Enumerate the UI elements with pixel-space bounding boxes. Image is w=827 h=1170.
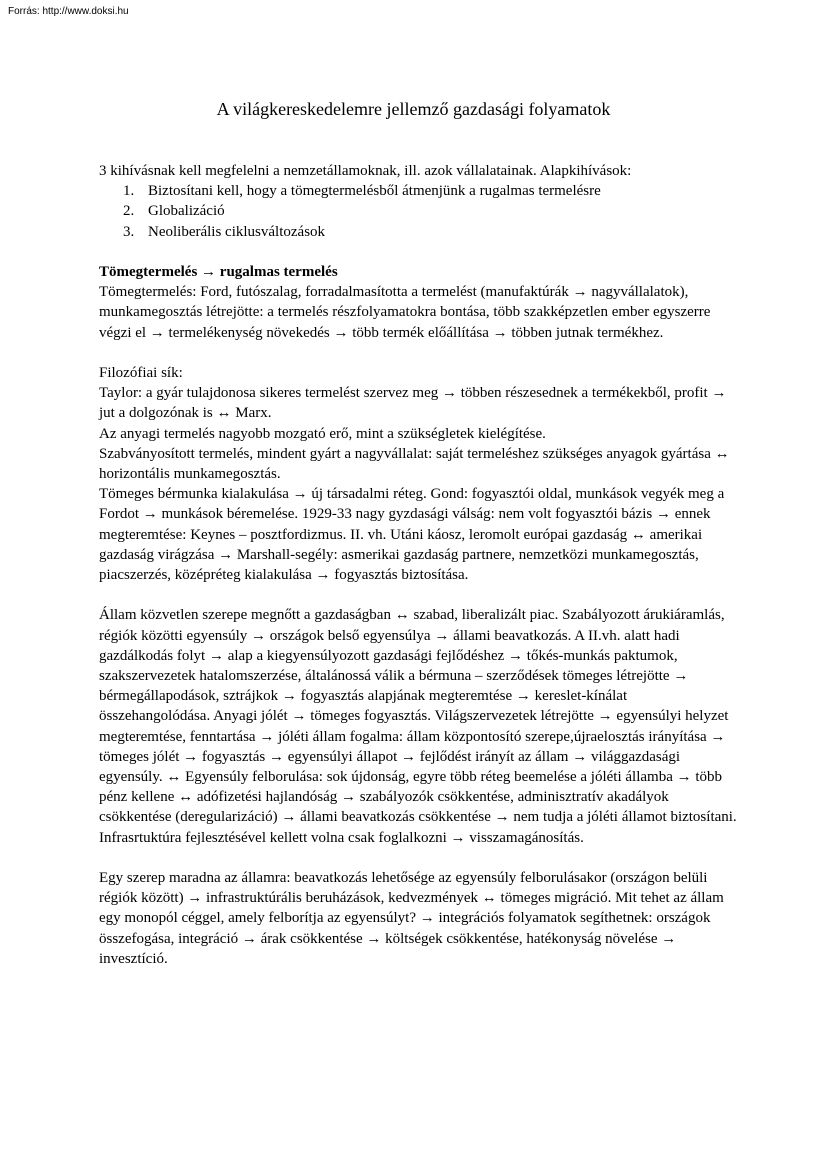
list-text: Biztosítani kell, hogy a tömegtermelésből átmenjünk a rugalmas termelésre bbox=[148, 183, 601, 200]
section-heading: Tömegtermelés → rugalmas termelés bbox=[99, 264, 338, 280]
document-title: A világkereskedelemre jellemző gazdasági folyamatok bbox=[216, 99, 611, 119]
source-label: Forrás: http://www.doksi.hu bbox=[8, 6, 129, 17]
state-role-paragraph: Állam közvetlen szerepe megnőtt a gazdaságban ↔ szabad, liberalizált piac. Szabályozott árukiáramlás, régiók közötti egyensúly → országok belső egyensúlya → állami beavatkozás. A II.vh. alatt hadi gazdálkodás folyt → alap a kiegyensúlyozott gazdasági fejlődéshez → tőkés-munkás paktumok, szakszervezetek hatalomszerzése, általánossá válik a bérmuna – szerződések tömeges létrejötte → bérmegállapodások, sztrájkok → fogyasztás alapjának megteremtése → kereslet-kínálat összehangolódása. Anyagi jólét → tömeges fogyasztás. Világszervezetek létrejötte → egyensúlyi helyzet megteremtése, fenntartása → jóléti állam fogalma: állam központosító szerepe,újraelosztás irányítása → tömeges jólét → fogyasztás → egyensúlyi állapot → fejlődést irányít az állam → világgazdasági egyensúly. ↔ Egyensúly felborulása: sok újdonság, egyre több réteg beemelése a jóléti államba → több pénz kellene ↔ adófizetési hajlandóság → szabályozók csökkentése, adminisztratív akadályok csökkentése (deregularizáció) → állami beavatkozás csökkentése → nem tudja a jóléti államot biztosítani. Infrasrtuktúra fejlesztésével kellett volna csak foglalkozni → visszamagánosítás. bbox=[99, 607, 737, 846]
final-paragraph: Egy szerep maradna az államra: beavatkozás lehetősége az egyensúly felborulásakor (országon belüli régiók között) → infrastruktúrális beruházások, kedvezmények ↔ tömeges migráció. Mit tehet az állam egy monopól céggel, amely felborítja az egyensúlyt? → integrációs folyamatok segíthetnek: országok összefogása, integráció → árak csökkentése → költségek csökkentése, hatékonyság növelése → invesztíció. bbox=[99, 870, 724, 967]
wage-labour-paragraph: Tömeges bérmunka kialakulása → új társadalmi réteg. Gond: fogyasztói oldal, munkások vegyék meg a Fordot → munkások béremelése. 1929-33 nagy gyzdasági válság: nem volt fogyasztói bázis → ennek megteremtése: Keynes – posztfordizmus. II. vh. Utáni káosz, leromolt európai gazdaság ↔ amerikai gazdaság virágzása → Marshall-segély: asmerikai gazdaság partnere, nemzetközi munkamegosztás, piacszerzés, középréteg kialakulása → fogyasztás biztosítása. bbox=[99, 486, 725, 584]
challenges-list bbox=[99, 181, 739, 242]
taylor-paragraph: Taylor: a gyár tulajdonosa sikeres termelést szervez meg → többen részesednek a termékekből, profit → jut a dolgozónak is ↔ Marx. bbox=[99, 385, 727, 422]
list-number: 1. bbox=[123, 183, 135, 200]
material-production-paragraph: Az anyagi termelés nagyobb mozgató erő, mint a szükségletek kielégítése. bbox=[99, 425, 546, 442]
philosophy-heading: Filozófiai sík: bbox=[99, 365, 183, 381]
intro-paragraph: 3 kihívásnak kell megfelelni a nemzetállamoknak, ill. azok vállalatainak. Alapkihívások: bbox=[99, 163, 632, 179]
list-text: Globalizáció bbox=[148, 203, 225, 220]
list-item bbox=[99, 201, 739, 221]
list-item bbox=[99, 222, 739, 242]
document-body bbox=[99, 161, 739, 969]
list-number: 2. bbox=[123, 203, 135, 220]
standardized-production-paragraph: Szabványosított termelés, mindent gyárt a nagyvállalat: saját termeléshez szükséges anyagok gyártása ↔ horizontális munkamegosztás. bbox=[99, 445, 730, 483]
list-text: Neoliberális ciklusváltozások bbox=[148, 223, 326, 240]
list-number: 3. bbox=[123, 223, 135, 240]
mass-production-paragraph: Tömegtermelés: Ford, futószalag, forradalmasította a termelést (manufaktúrák → nagyvállalatok), munkamegosztás létrejötte: a termelés részfolyamatokra bontása, több szakképzetlen ember egyszerre végzi el → termelékenység növekedés → több termék előállítása → többen jutnak termékhez. bbox=[99, 284, 711, 341]
list-item bbox=[99, 181, 739, 201]
